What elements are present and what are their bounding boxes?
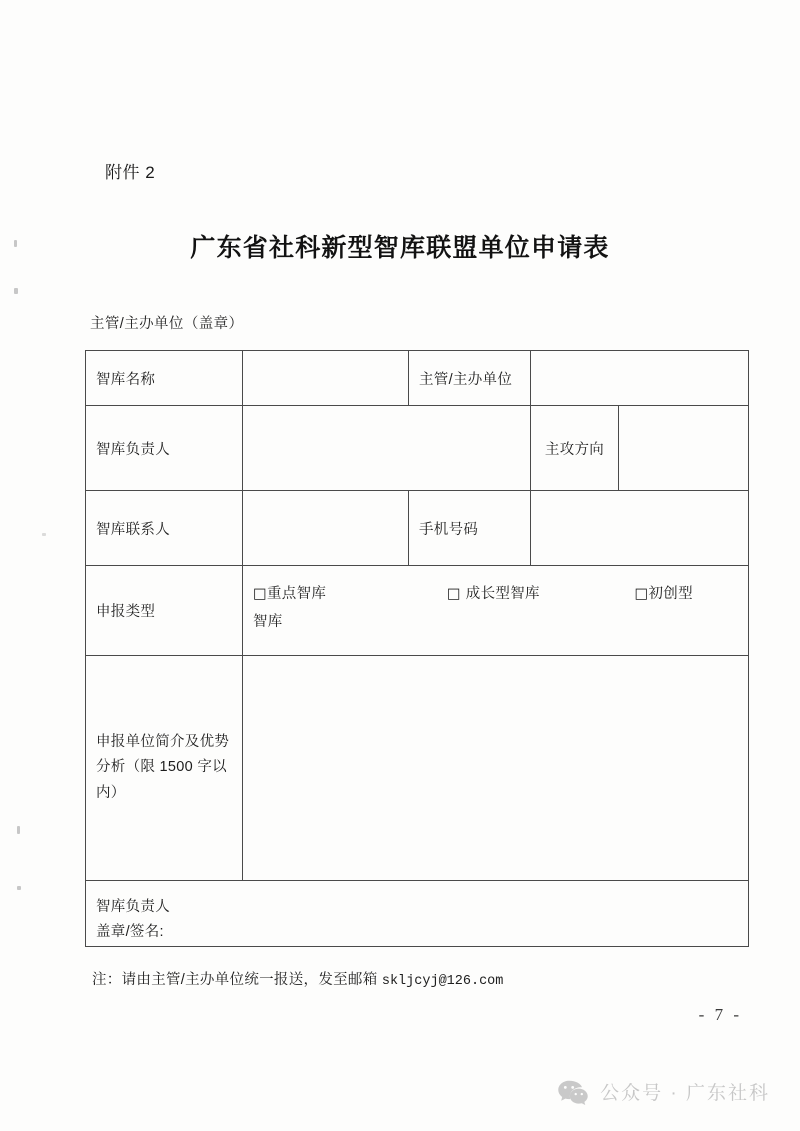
scan-artifact bbox=[14, 288, 18, 294]
checkbox-key-think-tank[interactable]: □重点智库 bbox=[253, 586, 327, 602]
cell-think-tank-leader-value[interactable] bbox=[243, 406, 531, 491]
submission-email[interactable]: skljcyj@126.com bbox=[381, 974, 504, 989]
scan-artifact bbox=[42, 533, 46, 536]
cell-leader-signature[interactable] bbox=[86, 881, 749, 947]
table-row bbox=[86, 566, 749, 656]
cell-application-type-label: 申报类型 bbox=[86, 566, 243, 656]
wechat-watermark bbox=[557, 1078, 770, 1105]
application-form-table bbox=[85, 350, 749, 947]
cell-application-type-options bbox=[243, 566, 749, 656]
page-title: 广东省社科新型智库联盟单位申请表 bbox=[190, 235, 610, 262]
page-number: - 7 - bbox=[698, 1005, 742, 1024]
table-row bbox=[86, 406, 749, 491]
cell-unit-intro-label bbox=[86, 656, 243, 881]
cell-mobile-number-value[interactable] bbox=[531, 491, 749, 566]
cell-leader-signature-line2: 盖章/签名: bbox=[96, 924, 164, 941]
cell-think-tank-name-value[interactable] bbox=[243, 351, 409, 406]
application-type-option-row bbox=[253, 580, 738, 608]
table-row bbox=[86, 656, 749, 881]
wechat-label: 公众号 · 广东社科 bbox=[600, 1083, 770, 1104]
attachment-label: 附件 2 bbox=[105, 163, 156, 182]
application-type-option-wrap: 智库 bbox=[253, 614, 283, 631]
wechat-icon bbox=[557, 1079, 589, 1105]
submission-note bbox=[92, 968, 503, 989]
cell-contact-person-value[interactable] bbox=[243, 491, 409, 566]
submission-note-text: 注：请由主管/主办单位统一报送，发至邮箱 bbox=[92, 972, 382, 988]
cell-supervising-unit-label: 主管/主办单位 bbox=[409, 351, 531, 406]
cell-unit-intro-label-line2: 分析（限 1500 字以内） bbox=[96, 759, 227, 801]
cell-main-focus-value[interactable] bbox=[619, 406, 749, 491]
cell-think-tank-name-label: 智库名称 bbox=[86, 351, 243, 406]
cell-unit-intro-value[interactable] bbox=[243, 656, 749, 881]
checkbox-growth-think-tank[interactable]: □ 成长型智库 bbox=[446, 586, 540, 602]
cell-unit-intro-label-line1: 申报单位简介及优势 bbox=[96, 733, 230, 750]
cell-leader-signature-line1: 智库负责人 bbox=[96, 899, 170, 915]
cell-contact-person-label: 智库联系人 bbox=[86, 491, 243, 566]
supervising-unit-seal-line: 主管/主办单位（盖章） bbox=[90, 316, 244, 332]
cell-main-focus-label: 主攻方向 bbox=[531, 406, 619, 491]
table-row bbox=[86, 881, 749, 947]
table-row bbox=[86, 491, 749, 566]
scan-artifact bbox=[17, 826, 20, 834]
cell-mobile-number-label: 手机号码 bbox=[409, 491, 531, 566]
scan-artifact bbox=[17, 886, 21, 890]
cell-think-tank-leader-label: 智库负责人 bbox=[86, 406, 243, 491]
cell-supervising-unit-value[interactable] bbox=[531, 351, 749, 406]
table-row bbox=[86, 351, 749, 406]
checkbox-startup-think-tank[interactable]: □初创型 bbox=[634, 586, 693, 602]
